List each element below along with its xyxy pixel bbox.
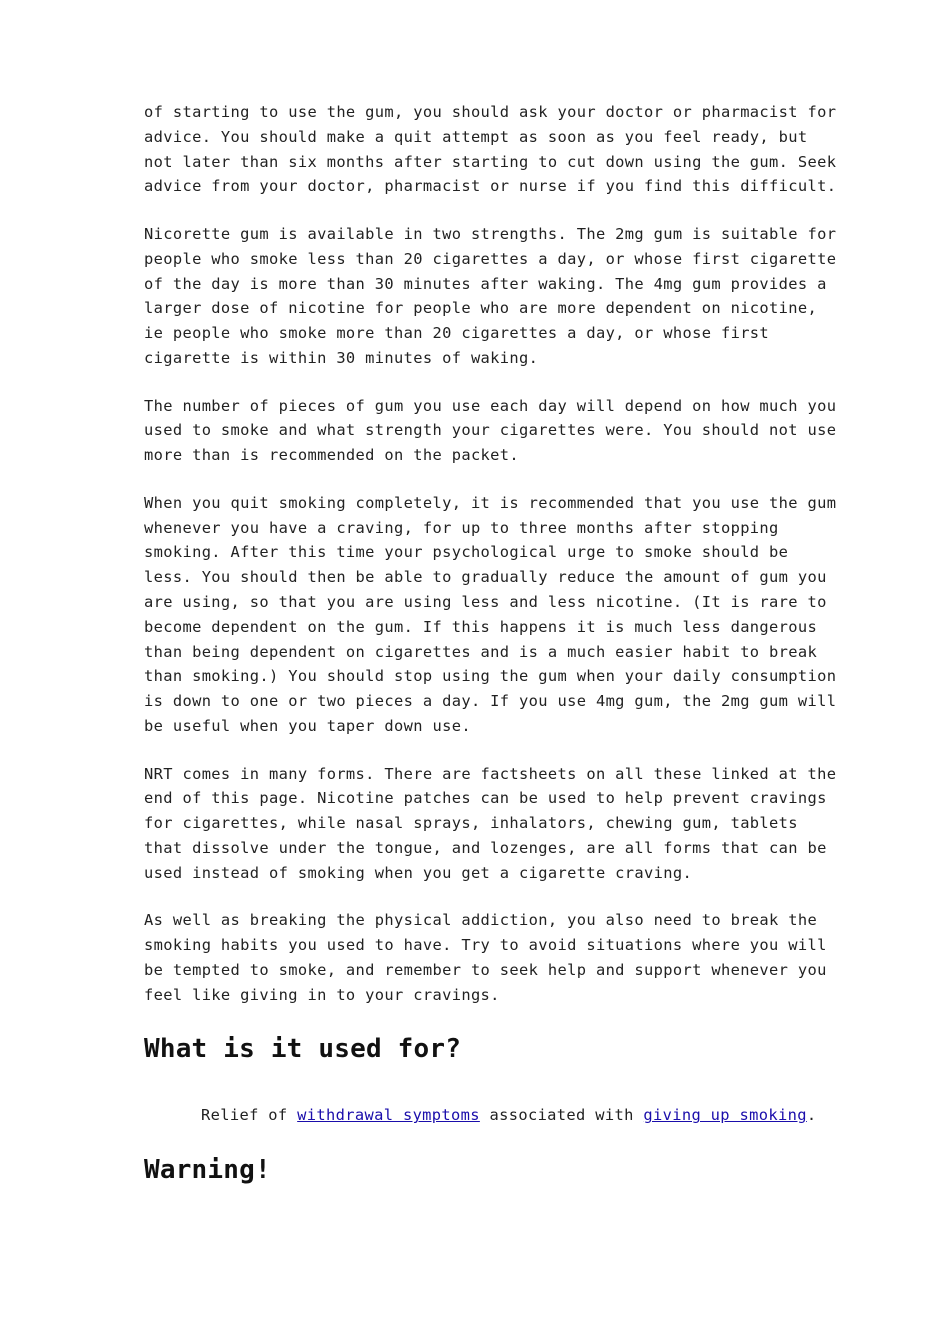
paragraph-strengths: Nicorette gum is available in two strengths. The 2mg gum is suitable for people who smoke less than 20 cigarettes a day, or whose first cigarette of the day is more than 30 minutes after waking. The 4mg gum provides a larger dose of nicotine for people who are more dependent on nicotine, ie people who smoke more than 20 cigarettes a day, or whose first cigarette is within 30 minutes of waking. <box>144 224 837 367</box>
usage-text-after: . <box>806 1106 817 1125</box>
giving-up-smoking-link[interactable]: giving up smoking <box>643 1106 807 1125</box>
document-page <box>144 100 844 1186</box>
heading-warning: Warning! <box>144 1155 271 1186</box>
paragraph-habits: As well as breaking the physical addiction, you also need to break the smoking habits you used to have. Try to avoid situations where you will be tempted to smoke, and remember to seek help and support whenever you feel like giving in to your cravings. <box>144 911 827 1004</box>
withdrawal-symptoms-link[interactable]: withdrawal symptoms <box>297 1106 480 1125</box>
usage-statement <box>201 1103 844 1127</box>
usage-text-middle: associated with <box>479 1106 644 1125</box>
heading-used-for: What is it used for? <box>144 1034 462 1065</box>
usage-text-before: Relief of <box>201 1106 298 1125</box>
paragraph-pieces-per-day: The number of pieces of gum you use each day will depend on how much you used to smoke and what strength your cigarettes were. You should not use more than is recommended on the packet. <box>144 396 837 465</box>
paragraph-quit-attempt: of starting to use the gum, you should ask your doctor or pharmacist for advice. You should make a quit attempt as soon as you feel ready, but not later than six months after starting to cut down using the gum. Seek advice from your doctor, pharmacist or nurse if you find this difficult. <box>144 103 837 196</box>
paragraph-nrt-forms: NRT comes in many forms. There are factsheets on all these linked at the end of this page. Nicotine patches can be used to help prevent cravings for cigarettes, while nasal sprays, inhalators, chewing gum, tablets that dissolve under the tongue, and lozenges, are all forms that can be used instead of smoking when you get a cigarette craving. <box>144 764 837 882</box>
paragraph-quit-completely: When you quit smoking completely, it is recommended that you use the gum whenever you have a craving, for up to three months after stopping smoking. After this time your psychological urge to smoke should be less. You should then be able to gradually reduce the amount of gum you are using, so that you are using less and less nicotine. (It is rare to become dependent on the gum. If this happens it is much less dangerous than being dependent on cigarettes and is a much easier habit to break than smoking.) You should stop using the gum when your daily consumption is down to one or two pieces a day. If you use 4mg gum, the 2mg gum will be useful when you taper down use. <box>144 493 837 735</box>
